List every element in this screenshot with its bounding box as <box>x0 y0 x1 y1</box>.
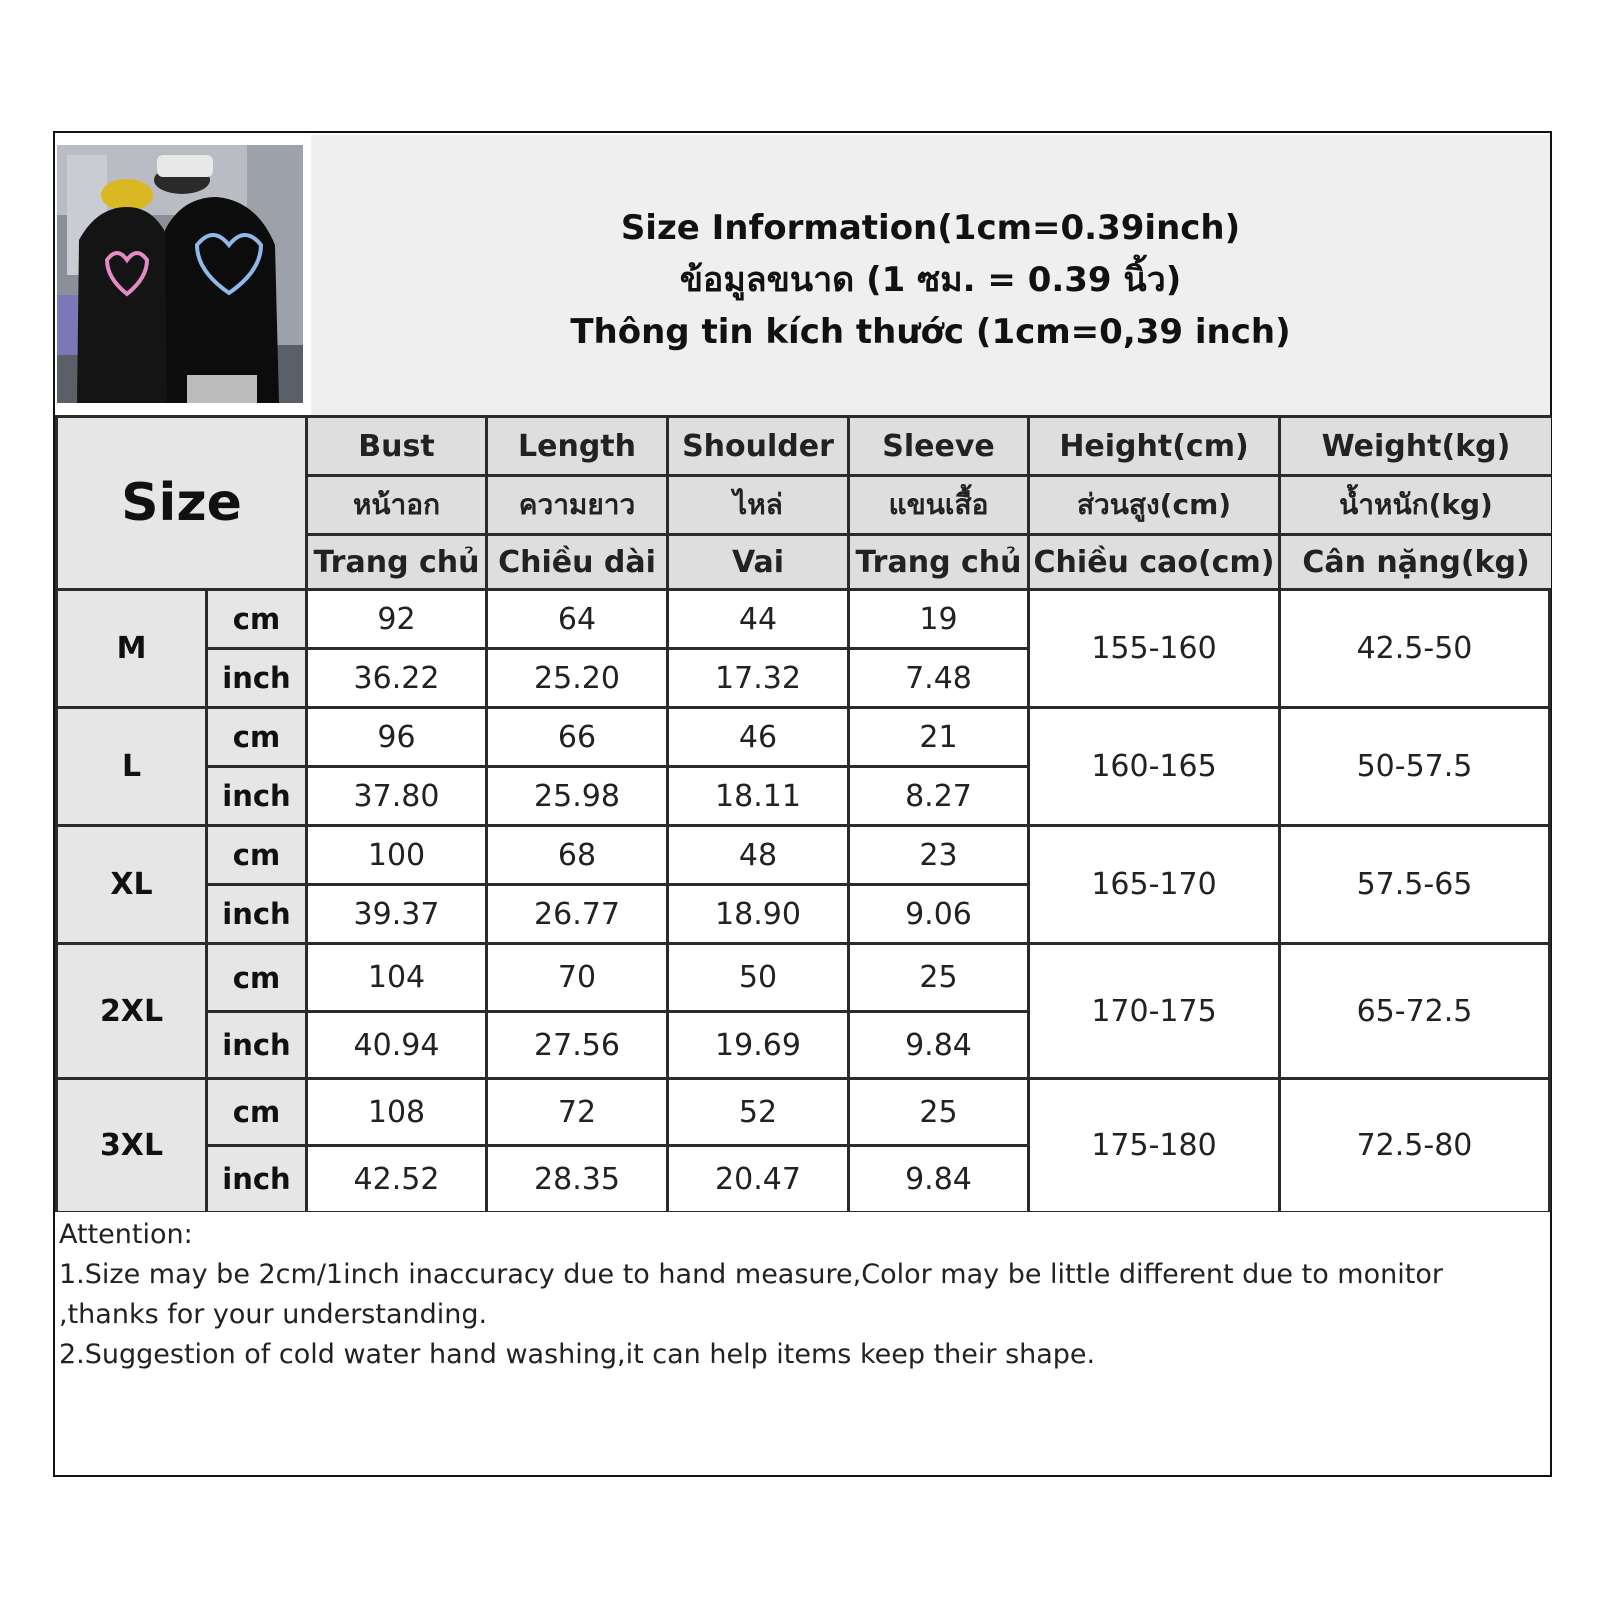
table-cell-inch: 42.52 <box>308 1147 485 1211</box>
table-cell-cm: 25 <box>850 1080 1027 1144</box>
table-cell-inch: 26.77 <box>488 886 666 942</box>
table-cell-cm: 104 <box>308 945 485 1010</box>
table-cell-cm: 25 <box>850 945 1027 1010</box>
table-cell-cm: 64 <box>488 591 666 647</box>
table-cell-weight: 72.5-80 <box>1281 1080 1548 1211</box>
table-cell-cm: 48 <box>669 827 847 883</box>
table-cell-inch: 28.35 <box>488 1147 666 1211</box>
column-header-th: ส่วนสูง(cm) <box>1030 477 1278 533</box>
unit-label-inch: inch <box>208 886 305 942</box>
size-label: M <box>58 591 205 706</box>
table-cell-inch: 25.20 <box>488 650 666 706</box>
table-cell-height: 170-175 <box>1030 945 1278 1077</box>
table-cell-inch: 39.37 <box>308 886 485 942</box>
size-label: 3XL <box>58 1080 205 1211</box>
table-cell-inch: 9.84 <box>850 1147 1027 1211</box>
column-header-th: น้ำหนัก(kg) <box>1281 477 1551 533</box>
size-chart <box>53 131 1552 1477</box>
table-cell-inch: 19.69 <box>669 1013 847 1077</box>
size-label: XL <box>58 827 205 942</box>
note-line-2: 2.Suggestion of cold water hand washing,it can help items keep their shape. <box>59 1339 1096 1370</box>
column-header-vi: Chiều cao(cm) <box>1030 536 1278 588</box>
table-cell-inch: 9.84 <box>850 1013 1027 1077</box>
column-header-th: ไหล่ <box>669 477 847 533</box>
table-cell-inch: 7.48 <box>850 650 1027 706</box>
table-cell-cm: 21 <box>850 709 1027 765</box>
table-cell-cm: 52 <box>669 1080 847 1144</box>
table-cell-cm: 96 <box>308 709 485 765</box>
table-cell-inch: 20.47 <box>669 1147 847 1211</box>
column-header-en: Sleeve <box>850 418 1027 474</box>
title-panel <box>311 135 1550 425</box>
couple-tshirt-image <box>57 145 303 403</box>
unit-label-cm: cm <box>208 591 305 647</box>
table-cell-inch: 40.94 <box>308 1013 485 1077</box>
note-line-1: 1.Size may be 2cm/1inch inaccuracy due to hand measure,Color may be little different due to monitor <box>59 1259 1443 1290</box>
column-header-th: ความยาว <box>488 477 666 533</box>
table-cell-weight: 57.5-65 <box>1281 827 1548 942</box>
unit-label-cm: cm <box>208 709 305 765</box>
table-cell-inch: 18.90 <box>669 886 847 942</box>
table-cell-cm: 44 <box>669 591 847 647</box>
size-header: Size <box>58 418 305 588</box>
table-cell-weight: 65-72.5 <box>1281 945 1548 1077</box>
table-cell-inch: 36.22 <box>308 650 485 706</box>
column-header-en: Shoulder <box>669 418 847 474</box>
product-photo <box>57 145 303 403</box>
table-cell-cm: 70 <box>488 945 666 1010</box>
column-header-vi: Chiều dài <box>488 536 666 588</box>
column-header-vi: Trang chủ <box>308 536 485 588</box>
unit-label-inch: inch <box>208 768 305 824</box>
size-label: 2XL <box>58 945 205 1077</box>
column-header-en: Height(cm) <box>1030 418 1278 474</box>
table-cell-weight: 42.5-50 <box>1281 591 1548 706</box>
table-cell-inch: 37.80 <box>308 768 485 824</box>
column-header-en: Weight(kg) <box>1281 418 1551 474</box>
title-thai: ข้อมูลขนาด (1 ซม. = 0.39 นิ้ว) <box>679 260 1182 300</box>
column-header-en: Length <box>488 418 666 474</box>
attention-notes <box>59 1215 1539 1375</box>
unit-label-inch: inch <box>208 1147 305 1211</box>
table-cell-inch: 25.98 <box>488 768 666 824</box>
table-cell-height: 160-165 <box>1030 709 1278 824</box>
table-cell-cm: 108 <box>308 1080 485 1144</box>
unit-label-inch: inch <box>208 1013 305 1077</box>
table-cell-weight: 50-57.5 <box>1281 709 1548 824</box>
table-cell-cm: 68 <box>488 827 666 883</box>
column-header-th: หน้าอก <box>308 477 485 533</box>
column-header-th: แขนเสื้อ <box>850 477 1027 533</box>
size-label: L <box>58 709 205 824</box>
column-header-en: Bust <box>308 418 485 474</box>
table-cell-height: 175-180 <box>1030 1080 1278 1211</box>
table-cell-cm: 92 <box>308 591 485 647</box>
table-cell-cm: 66 <box>488 709 666 765</box>
unit-label-cm: cm <box>208 827 305 883</box>
column-header-vi: Trang chủ <box>850 536 1027 588</box>
table-cell-inch: 27.56 <box>488 1013 666 1077</box>
table-cell-inch: 8.27 <box>850 768 1027 824</box>
table-cell-cm: 23 <box>850 827 1027 883</box>
table-cell-height: 165-170 <box>1030 827 1278 942</box>
unit-label-inch: inch <box>208 650 305 706</box>
table-cell-inch: 18.11 <box>669 768 847 824</box>
unit-label-cm: cm <box>208 1080 305 1144</box>
table-cell-cm: 19 <box>850 591 1027 647</box>
table-cell-inch: 17.32 <box>669 650 847 706</box>
table-cell-cm: 100 <box>308 827 485 883</box>
table-cell-inch: 9.06 <box>850 886 1027 942</box>
column-header-vi: Vai <box>669 536 847 588</box>
table-cell-cm: 72 <box>488 1080 666 1144</box>
table-cell-cm: 46 <box>669 709 847 765</box>
table-cell-cm: 50 <box>669 945 847 1010</box>
title-vietnamese: Thông tin kích thước (1cm=0,39 inch) <box>570 312 1291 352</box>
column-header-vi: Cân nặng(kg) <box>1281 536 1551 588</box>
unit-label-cm: cm <box>208 945 305 1010</box>
note-line-1-cont: ,thanks for your understanding. <box>59 1299 488 1330</box>
notes-heading: Attention: <box>59 1219 193 1250</box>
table-cell-height: 155-160 <box>1030 591 1278 706</box>
title-english: Size Information(1cm=0.39inch) <box>620 208 1241 248</box>
